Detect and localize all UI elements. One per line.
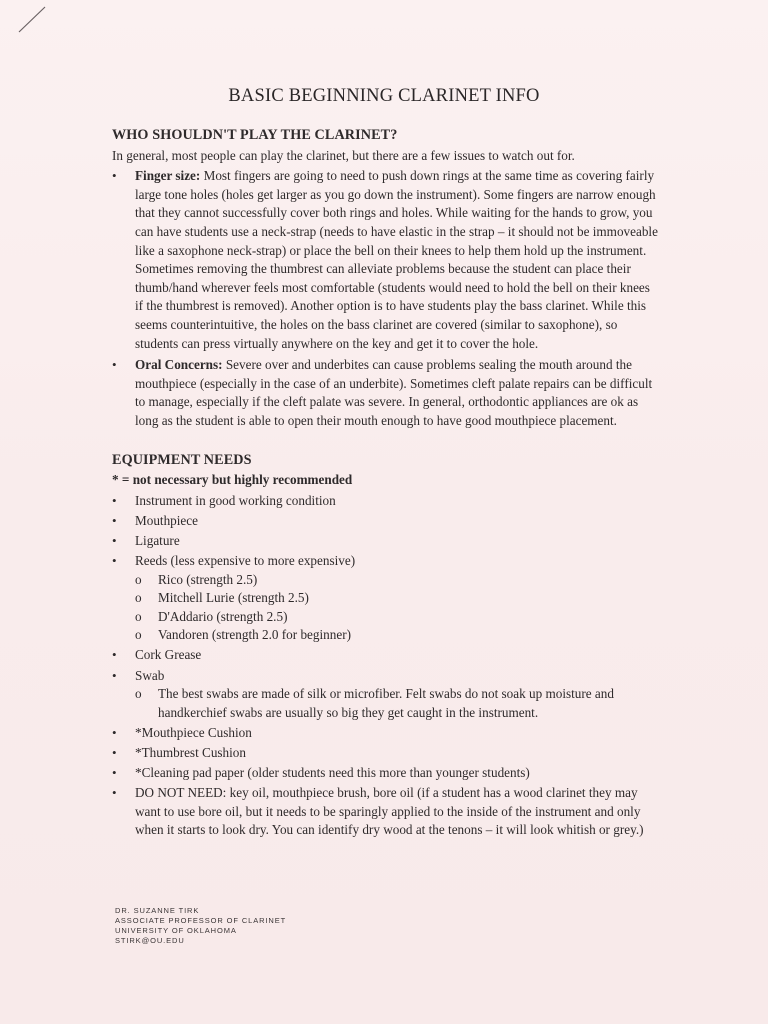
oral-concerns-label: Oral Concerns: — [135, 357, 223, 373]
list-item — [112, 764, 660, 783]
equipment-note: * = not necessary but highly recommended — [112, 472, 353, 488]
equipment-item-text: Instrument in good working condition — [135, 492, 336, 508]
who-list — [112, 167, 660, 430]
bullet-icon: • — [112, 765, 117, 780]
circle-bullet-icon: o — [135, 686, 142, 702]
sublist-item — [135, 589, 660, 608]
equipment-item-text: DO NOT NEED: key oil, mouthpiece brush, bore oil (if a student has a wood clarinet they may want to use bore oil, but it needs to be sparingly applied to the inside of the instrument and only when it starts to look dry. You can identify dry wood at the tenons – it will look whitish or grey.) — [135, 785, 644, 838]
list-item-oral-concerns — [112, 356, 660, 430]
sublist-item — [135, 608, 660, 627]
circle-bullet-icon: o — [135, 590, 142, 606]
list-item — [112, 492, 660, 511]
sublist-item — [135, 685, 660, 722]
signature-name: DR. SUZANNE TIRK — [115, 906, 200, 915]
sublist-item — [135, 571, 660, 590]
finger-size-text: Most fingers are going to need to push down rings at the same time as covering fairly large tone holes (holes get larger as you go down the instrument). Some fingers are narrow enough that they cannot successfully cover both rings and holes. While waiting for the hands to grow, you can have students use a neck-strap (needs to have elastic in the strap – it should not be immoveable like a saxophone neck-strap) or place the bell on their knees to help them hold up the instrument. Sometimes removing the thumbrest can alleviate problems because the student can place their thumb/hand wherever feels most comfortable (students would need to hold the bell on their knees if the thumbrest is removed). Another option is to have students play the bass clarinet. While this seems counterintuitive, the holes on the bass clarinet are covered (similar to saxophone), so students can press virtually anywhere on the key and get it to cover the hole. — [135, 168, 658, 351]
signature-email: STIRK@OU.EDU — [115, 936, 185, 945]
reed-brand-text: D'Addario (strength 2.5) — [158, 608, 288, 624]
bullet-icon: • — [112, 724, 117, 740]
list-item — [112, 784, 660, 840]
equipment-item-text: *Mouthpiece Cushion — [135, 724, 252, 740]
list-item — [112, 646, 660, 665]
equipment-item-text: Reeds (less expensive to more expensive) — [135, 552, 356, 568]
reed-brand-text: Vandoren (strength 2.0 for beginner) — [158, 627, 351, 643]
swab-note-text: The best swabs are made of silk or microfiber. Felt swabs do not soak up moisture and handkerchief swabs are usually so big they get caught in the instrument. — [158, 686, 614, 720]
equipment-item-text: *Thumbrest Cushion — [135, 744, 246, 760]
reed-brand-text: Rico (strength 2.5) — [158, 571, 258, 587]
list-item-swab — [112, 667, 660, 723]
equipment-item-text: Mouthpiece — [135, 512, 198, 528]
bullet-icon: • — [112, 168, 117, 184]
list-item — [112, 512, 660, 531]
bullet-icon: • — [112, 647, 117, 663]
equipment-item-text: *Cleaning pad paper (older students need this more than younger students) — [135, 765, 530, 780]
bullet-icon: • — [112, 532, 117, 548]
list-item-reeds — [112, 552, 660, 645]
document-title: BASIC BEGINNING CLARINET INFO — [228, 86, 540, 106]
signature-institution: UNIVERSITY OF OKLAHOMA — [115, 926, 237, 935]
bullet-icon: • — [112, 357, 117, 373]
equipment-item-text: Swab — [135, 667, 165, 683]
reeds-sublist — [135, 571, 660, 645]
who-heading: WHO SHOULDN'T PLAY THE CLARINET? — [112, 127, 398, 143]
bullet-icon: • — [112, 667, 117, 683]
equipment-list — [112, 492, 660, 840]
bullet-icon: • — [112, 512, 117, 528]
circle-bullet-icon: o — [135, 608, 142, 624]
bullet-icon: • — [112, 552, 117, 568]
circle-bullet-icon: o — [135, 571, 142, 587]
equipment-heading: EQUIPMENT NEEDS — [112, 451, 252, 468]
bullet-icon: • — [112, 744, 117, 760]
list-item — [112, 724, 660, 743]
circle-bullet-icon: o — [135, 627, 142, 643]
sublist-item — [135, 626, 660, 645]
finger-size-label: Finger size: — [135, 168, 201, 184]
swab-sublist — [135, 685, 660, 722]
document-body — [112, 126, 660, 841]
oral-concerns-text: Severe over and underbites can cause problems sealing the mouth around the mouthpiece (especially in the case of an underbite). Sometimes cleft palate repairs can be difficult to manage, especially if the cleft palate was severe. In general, orthodontic appliances are ok as long as the student is able to open their mouth enough to have good mouthpiece placement. — [135, 357, 653, 428]
list-item — [112, 532, 660, 551]
bullet-icon: • — [112, 785, 117, 801]
pen-mark-icon — [14, 2, 54, 42]
reed-brand-text: Mitchell Lurie (strength 2.5) — [158, 590, 309, 606]
list-item-finger-size — [112, 167, 660, 353]
list-item — [112, 744, 660, 763]
equipment-item-text: Cork Grease — [135, 647, 202, 663]
bullet-icon: • — [112, 492, 117, 508]
signature-block — [115, 906, 286, 946]
who-intro: In general, most people can play the clarinet, but there are a few issues to watch out for. — [112, 147, 575, 163]
signature-position: ASSOCIATE PROFESSOR OF CLARINET — [115, 916, 287, 925]
equipment-item-text: Ligature — [135, 532, 180, 548]
